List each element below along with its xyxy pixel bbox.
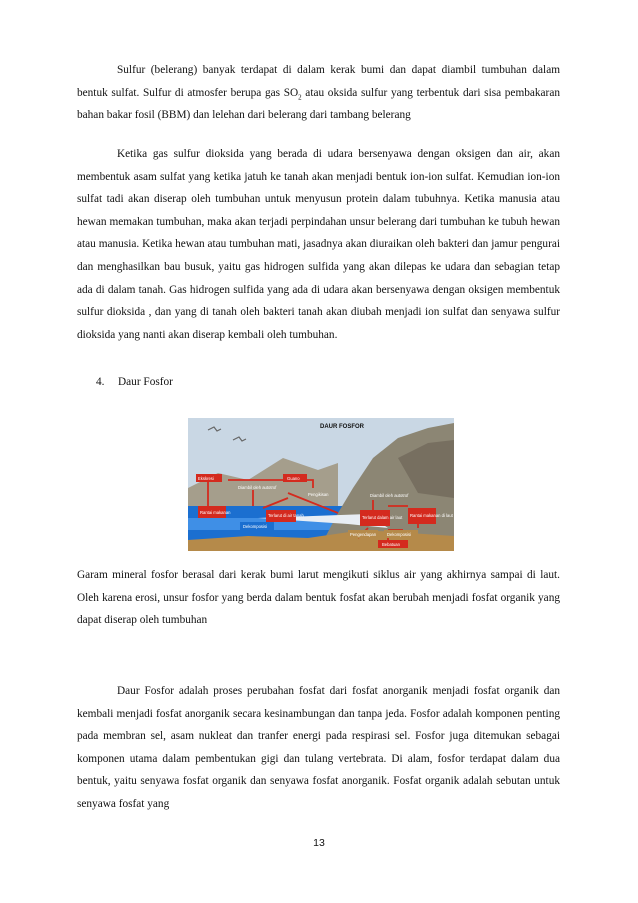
label-terlarut-tanah: Terlarut di air tanah	[268, 513, 304, 518]
label-terlarut-laut: Terlarut dalam air laut	[362, 515, 403, 520]
paragraph-sulfur-cycle: Ketika gas sulfur dioksida yang berada di udara bersenyawa dengan oksigen dan air, akan membentuk asam sulfat yang ketika jatuh ke tanah akan menjadi bentuk ion-ion sulfat. Kemudian ion-ion sulfat tadi akan diserap oleh tumbuhan untuk menyusun protein dalam tubuhnya. Ketika manusia atau hewan memakan tumbuhan, maka akan terjadi perpindahan unsur belerang dari tumbuhan ke tubuh hewan atau manusia. Ketika hewan atau tumbuhan mati, jasadnya akan diuraikan oleh bakteri dan jamur pengurai dan menghasilkan bau busuk, yaitu gas hidrogen sulfida yang akan dilepas ke udara dan sebagian tetap ada di dalam tanah. Gas hidrogen sulfida yang ada di udara akan bersenyawa dengan oksigen membentuk sulfur dioksida , dan yang di tanah oleh bakteri tanah akan diubah menjadi ion sulfat dan senyawa sulfur dioksida yang nanti akan diserap kembali oleh tumbuhan.	[77, 148, 560, 341]
p1-subscript: 2	[298, 92, 302, 101]
section-heading	[96, 372, 173, 392]
label-pengikisan: Pengikisan	[308, 492, 329, 497]
paragraph-phosphorus-cycle: Daur Fosfor adalah proses perubahan fosfat dari fosfat anorganik menjadi fosfat organik dan kembali menjadi fosfat anorganik secara kesinambungan dan tanpa jeda. Fosfor adalah komponen penting pada membran sel, asam nukleat dan tranfer energi pada respirasi sel. Fosfor juga ditemukan sebagai komponen utama dalam pembentukan gigi dan tulang vertebrata. Di alam, fosfor terdapat dalam dua bentuk, yaitu senyawa fosfat organik dan senyawa fosfat anorganik. Fosfat organik adalah sebutan untuk senyawa fosfat yang	[77, 685, 560, 810]
label-guano: Guano	[287, 476, 300, 481]
paragraph-sulfur-source	[77, 59, 560, 127]
section-title: Daur Fosfor	[118, 376, 173, 388]
label-autotrof-left: Diambil oleh autotrof	[238, 485, 277, 490]
p1-text-after: atau oksida sulfur yang terbentuk dari sisa pembakaran bahan bakar fosil (BBM) dan lelehan dari belerang dari tambang belerang	[77, 86, 560, 122]
label-dekomposisi-left: Dekomposisi	[243, 524, 267, 529]
label-autotrof-right: Diambil oleh autotrof	[370, 493, 409, 498]
page-number: 13	[313, 837, 325, 849]
label-ekskresi: Ekskresi	[198, 476, 214, 481]
section-number: 4.	[96, 376, 105, 388]
label-rantai-left: Rantai makanan	[200, 510, 231, 515]
label-bebatuan: Bebatuan	[382, 542, 400, 547]
figure-title: DAUR FOSFOR	[320, 424, 364, 430]
phosphorus-cycle-figure	[188, 418, 454, 551]
label-dekomposisi-right: Dekomposisi	[387, 532, 411, 537]
phosphorus-cycle-diagram	[188, 418, 454, 551]
paragraph-phosphorus-origin: Garam mineral fosfor berasal dari kerak bumi larut mengikuti siklus air yang akhirnya sampai di laut. Oleh karena erosi, unsur fosfor yang berda dalam bentuk fosfat akan berubah menjadi fosfat organik yang dapat diserap oleh tumbuhan	[77, 569, 560, 627]
label-pengendapan: Pengendapan	[350, 532, 377, 537]
label-rantai-right: Rantai makanan di laut	[410, 513, 453, 518]
p1-text-before: Sulfur (belerang) banyak terdapat di dalam kerak bumi dan dapat diambil tumbuhan dalam bentuk sulfat. Sulfur di atmosfer berupa gas SO	[77, 64, 560, 99]
